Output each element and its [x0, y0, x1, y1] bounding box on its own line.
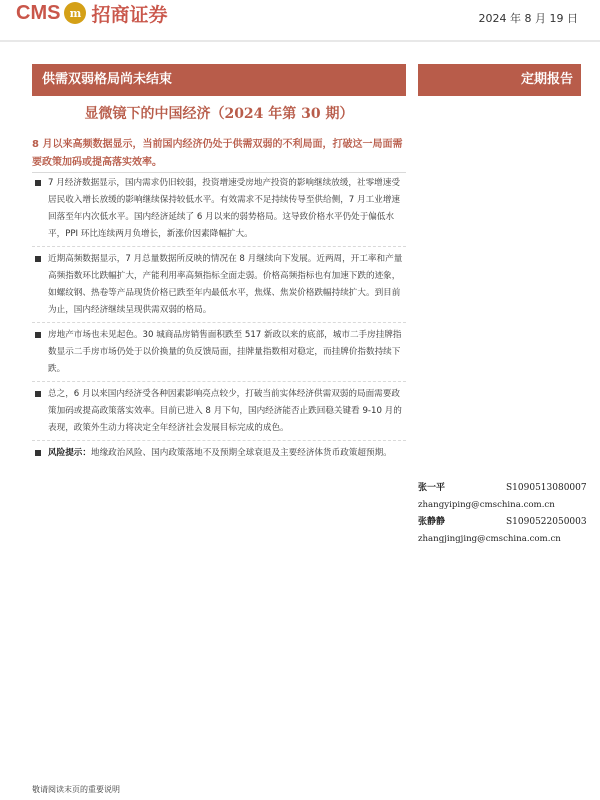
- author-block: [418, 514, 598, 544]
- summary-text: 8 月以来高频数据显示，当前国内经济仍处于供需双弱的不利局面，打破这一局面需要政策加码或提高落实效率。: [32, 139, 403, 168]
- section-banner: 供需双弱格局尚未结束: [32, 64, 406, 96]
- brand-cn: 招商证券: [91, 3, 168, 26]
- bullet-text: 近期高频数据显示，7 月总量数据所反映的情况在 8 月继续向下发展。近两周，开工率和产量高频指数环比跌幅扩大，产能利用率高频指标全面走弱。价格高频指标也有加速下跌的迹象，如螺纹钢、热卷等产品现货价格已跌至年内最低水平，焦煤、焦炭价格跌幅持续扩大。到目前为止，国内经济继续呈现供需双弱的格局。: [48, 254, 403, 315]
- bullet-square-icon: [35, 180, 41, 186]
- footer-note: 敬请阅读末页的重要说明: [32, 785, 120, 794]
- summary-divider: [32, 172, 406, 173]
- author-email[interactable]: zhangyiping@cmschina.com.cn: [418, 500, 555, 510]
- risk-lead: 风险提示：: [48, 448, 91, 458]
- author-email[interactable]: zhangjingjing@cmschina.com.cn: [418, 534, 561, 544]
- bullet-square-icon: [35, 450, 41, 456]
- bullet-list: [32, 175, 406, 469]
- bullet-text: 7 月经济数据显示，国内需求仍旧较弱，投资增速受房地产投资的影响继续放缓，社零增速受居民收入增长放缓的影响继续保持较低水平。有效需求不足持续传导至供给侧，7 月工业增速回落至年内次低水平。国内经济延续了 6 月以来的弱势格局。这导致价格水平仍处于偏低水平，PPI 环比连续两月负增长，新涨价因素降幅扩大。: [48, 178, 400, 239]
- report-title: 显微镜下的中国经济（2024 年第 30 期）: [84, 106, 354, 122]
- author-name: 张静静: [418, 517, 446, 527]
- report-type-banner: 定期报告: [418, 64, 581, 96]
- author-block: [418, 480, 598, 510]
- bullet-square-icon: [35, 332, 41, 338]
- bullet-item: [32, 175, 406, 247]
- author-id: S1090513080007: [506, 483, 587, 493]
- brand-en: CMS: [16, 1, 61, 24]
- bullet-item: [32, 251, 406, 323]
- bullet-text: 总之，6 月以来国内经济受各种因素影响亮点较少，打破当前实体经济供需双弱的局面需要政策加码或提高政策落实效率。目前已进入 8 月下旬，国内经济能否止跌回稳关键看 9-10 月的表现，政策外生动力将决定全年经济社会发展目标完成的成色。: [48, 389, 402, 433]
- author-id: S1090522050003: [506, 517, 587, 527]
- brand-mark-icon: m: [64, 2, 86, 24]
- header-divider: [0, 40, 600, 42]
- bullet-item: [32, 327, 406, 382]
- bullet-square-icon: [35, 256, 41, 262]
- author-name: 张一平: [418, 483, 446, 493]
- brand-logo: [16, 0, 167, 26]
- bullet-text: 房地产市场也未见起色。30 城商品房销售面积跌至 517 新政以来的底部，城市二手房挂牌指数显示二手房市场仍处于以价换量的负反馈局面，挂牌量指数相对稳定，而挂牌价指数持续下跌。: [48, 330, 402, 374]
- bullet-square-icon: [35, 391, 41, 397]
- report-date: 2024 年 8 月 19 日: [478, 12, 578, 25]
- bullet-item: [32, 386, 406, 441]
- bullet-item-risk: [32, 445, 406, 465]
- bullet-text: 地缘政治风险、国内政策落地不及预期全球衰退及主要经济体货币政策超预期。: [90, 448, 392, 458]
